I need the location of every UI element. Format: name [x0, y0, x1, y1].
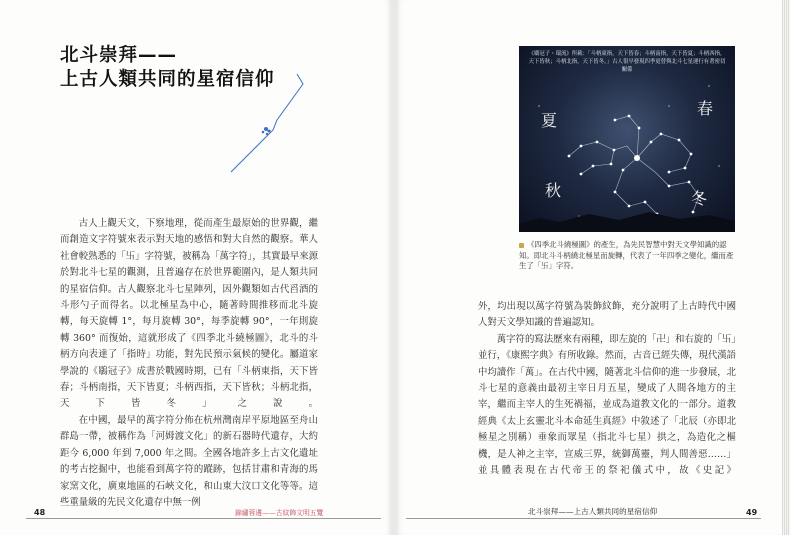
caption-text: 《四季北斗繞極圖》的產生，為先民智慧中對天文學知識的認知。即北斗斗柄繞北極星而旋轉，代表了一年四季之變化，繼而產生了「卐」字符。 [519, 240, 734, 271]
page-number-left: 48 [34, 508, 46, 517]
paragraph: 萬字符的寫法歷來有兩種，即左旋的「卍」和右旋的「卐」並行，《康熙字典》有所收錄。然而，古音已經失傳，現代漢語中均讀作「萬」。在古代中國，隨著北斗信仰的進一步發展，北斗七星的意義由最初主宰日月五星，變成了人間各地方的主宰，繼而主宰人的生死禍福，並成為道教文化的一部分。道教經典《太上玄靈北斗本命延生真經》中敘述了「北辰（亦即北極星之別稱）垂象而眾星（指北斗七星）拱之，為造化之樞機，是人神之主宰，宣威三界，統御萬靈，判人間善惡……」並具體表現在古代帝王的祭祀儀式中，故《史記》 [478, 333, 736, 477]
left-body-text [60, 216, 318, 511]
season-label-winter: 冬 [691, 189, 708, 208]
season-label-spring: 春 [697, 99, 714, 118]
season-label-summer: 夏 [541, 111, 558, 130]
title-line-1: 北斗崇拜—— [60, 45, 178, 66]
paragraph: 外，均出現以萬字符號為裝飾紋飾，充分說明了上古時代中國人對天文學知識的普遍認知。 [478, 301, 736, 329]
page-number-right: 49 [746, 508, 758, 517]
right-body-text [478, 299, 736, 479]
photo-caption [519, 240, 735, 272]
footer-rule [26, 518, 381, 519]
paragraph: 在中國，最早的萬字符分佈在杭州灣南岸平原地區至舟山群島一帶，被稱作為「河姆渡文化」的新石器時代遺存，大約距今 6,000 年到 7,000 年之間。全國各地許多上古文化遺址的考古挖掘中，也能看到萬字符的蹤跡，包括甘肅和青海的馬家窯文化，廣東地區的石峽文化，和山東大汶口文化等等。這些重量級的先民文化遺存中無一例 [60, 414, 318, 508]
running-footer-left: 錦繡蓉邊——古紋飾文明五覽 [235, 509, 324, 517]
page-edge [782, 0, 790, 535]
title-line-2: 上古人類共同的星宿信仰 [60, 69, 275, 90]
footer-rule [406, 518, 761, 519]
photo-inset-text: 《鶡冠子・環流》所載：「斗柄東指，天下皆春；斗柄南指，天下皆夏；斗柄西指，天下皆秋；斗柄北指，天下皆冬。」古人很早發現四季更替與北斗七星運行有著密切關係 [528, 51, 726, 73]
running-footer-right: 北斗崇拜——上古人類共同的星宿信仰 [528, 507, 658, 516]
season-label-autumn: 秋 [545, 181, 562, 200]
mountain-silhouette [519, 202, 735, 232]
caption-bullet-icon [519, 243, 524, 248]
constellation-line-icon [225, 70, 325, 180]
paragraph: 古人上觀天文，下察地理，從而產生最原始的世界觀，繼而創造文字符號來表示對天地的感悟和對大自然的觀察。華人社會較熟悉的「卐」字符號，被稱為「萬字符」，其實最早來源於對北斗七星的觀測，且普遍存在於世界範圍內，是人類共同的星宿信仰。古人觀察北斗七星陣列，因外觀類如古代舀酒的斗形勺子而得名。以北極星為中心，隨著時間推移而北斗旋轉，每天旋轉 1°，每月旋轉 30°，每季旋轉 90°，一年則旋轉 360° 而復始，這就形成了《四季北斗繞極圖》，北斗的斗柄方向表達了「指時」功能，對先民預示氣候的變化。屬道家學說的《鶡冠子》成書於戰國時期，已有「斗柄東指，天下皆春；斗柄南指，天下皆夏；斗柄西指，天下皆秋；斗柄北指，天下皆冬」之說。 [60, 218, 318, 410]
star-chart-photo [519, 46, 735, 232]
